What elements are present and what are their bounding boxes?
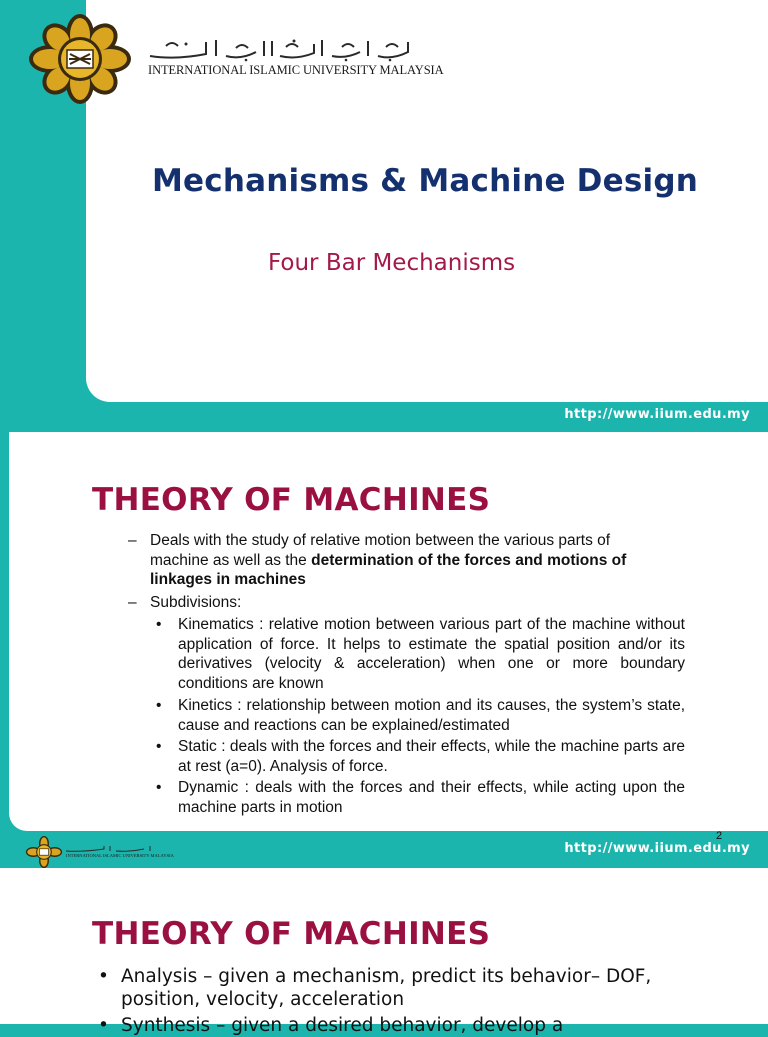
content-slide-3 — [0, 868, 768, 1036]
bullet-marker: • — [156, 738, 162, 755]
sub-list-item — [156, 615, 686, 693]
slide-heading: THEORY OF MACHINES — [92, 482, 491, 518]
bullet-marker: • — [156, 616, 162, 633]
list-item — [98, 1014, 718, 1037]
bullet-marker: • — [98, 1015, 109, 1036]
university-arabic-name — [146, 38, 412, 62]
list-item — [98, 965, 718, 1011]
presentation-subtitle: Four Bar Mechanisms — [268, 250, 516, 276]
item-text: Deals with the study of relative motion between the various parts of machine as well as the — [150, 532, 611, 569]
bullet-marker: • — [98, 966, 109, 987]
list-item — [128, 531, 658, 590]
sub-item-text: Kinetics : relationship between motion and its causes, the system’s state, cause and reactions can be explained/estimated — [178, 697, 685, 734]
presentation-title: Mechanisms & Machine Design — [152, 163, 698, 199]
university-name-small: INTERNATIONAL ISLAMIC UNIVERSITY MALAYSIA — [66, 853, 174, 858]
sub-list-item — [156, 778, 686, 817]
slide-heading: THEORY OF MACHINES — [92, 916, 491, 952]
sub-list-item — [156, 737, 686, 776]
university-logo-small — [24, 836, 64, 868]
bullet-marker: • — [156, 779, 162, 796]
sub-item-text: Static : deals with the forces and their effects, while the machine parts are at rest (a=0). Analysis of force. — [178, 738, 685, 775]
university-logo — [28, 14, 132, 104]
item-text: Subdivisions: — [150, 594, 242, 611]
item-text: Analysis – given a mechanism, predict its behavior– DOF, position, velocity, acceleration — [121, 966, 652, 1010]
item-text-bold: determination of the forces and motions of linkages in machines — [150, 551, 627, 588]
website-url: http://www.iium.edu.my — [564, 841, 750, 856]
dash-marker: – — [128, 594, 137, 611]
item-text: Synthesis – given a desired behavior, develop a — [121, 1015, 564, 1036]
sub-list-item — [156, 696, 686, 735]
sub-item-text: Dynamic : deals with the forces and their effects, while acting upon the machine parts in motion — [178, 779, 685, 816]
website-url: http://www.iium.edu.my — [564, 407, 750, 422]
sub-item-text: Kinematics : relative motion between various part of the machine without application of force. It helps to estimate the spatial position and/or its derivatives (velocity & acceleration) when one or more boundary conditions are known — [178, 616, 685, 692]
dash-marker: – — [128, 532, 137, 549]
title-slide — [0, 0, 768, 432]
bullet-marker: • — [156, 697, 162, 714]
content-slide-2 — [0, 432, 768, 868]
university-arabic-name-small — [64, 845, 156, 852]
list-item — [128, 593, 658, 613]
university-name: INTERNATIONAL ISLAMIC UNIVERSITY MALAYSIA — [148, 63, 444, 77]
page-number: 2 — [716, 830, 723, 842]
